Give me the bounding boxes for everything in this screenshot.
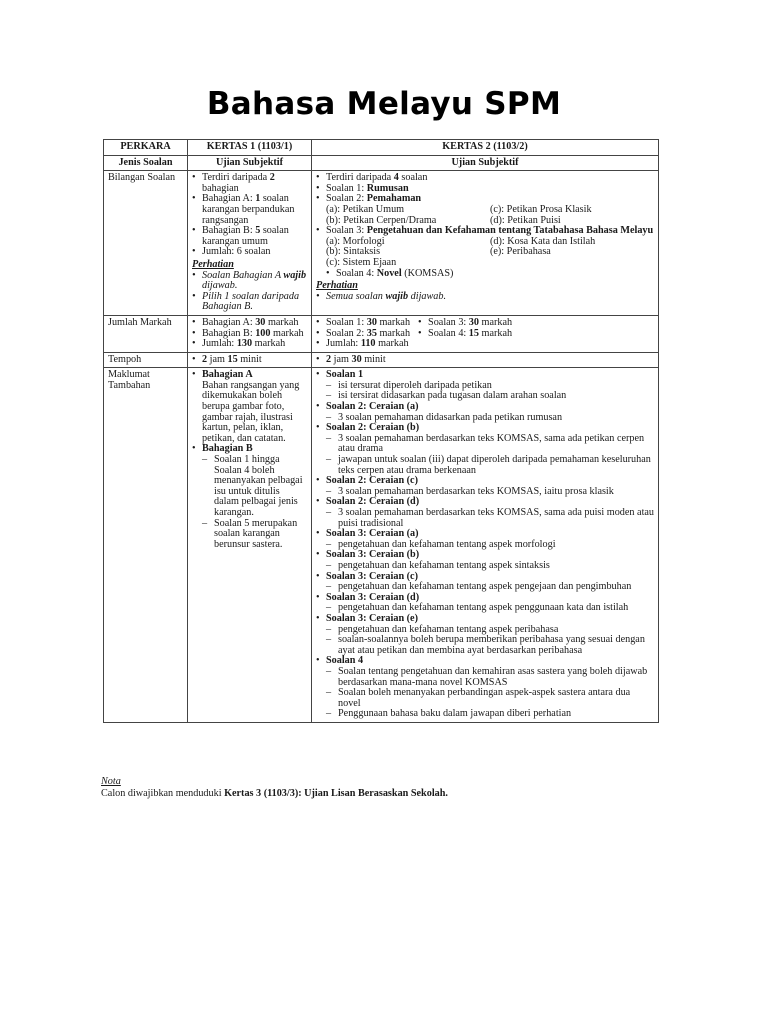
nota-label: Nota	[101, 776, 121, 787]
header-kertas-2: KERTAS 2 (1103/2)	[312, 140, 659, 156]
list-item: • Soalan 3: Pengetahuan dan Kefahaman tentang Tatabahasa Bahasa Melayu	[316, 226, 654, 237]
list-item: • Jumlah: 130 markah	[192, 339, 307, 350]
row-jenis-soalan	[104, 155, 659, 171]
tempoh-k1	[188, 352, 312, 368]
row-maklumat-tambahan	[104, 368, 659, 723]
list-item: • Soalan 2: Ceraian (d) – 3 soalan pemahaman berdasarkan teks KOMSAS, sama ada puisi moden atau puisi tradisional	[316, 497, 654, 529]
nota-section	[101, 776, 661, 799]
jumlah-markah-k2	[312, 315, 659, 352]
row-jumlah-markah	[104, 315, 659, 352]
list-item: • Soalan 2: Pemahaman	[316, 194, 654, 205]
row-bilangan-soalan	[104, 171, 659, 316]
maklumat-tambahan-k2	[312, 368, 659, 723]
jumlah-markah-label: Jumlah Markah	[104, 315, 188, 352]
list-item: • Soalan 2: Ceraian (a) – 3 soalan pemahaman didasarkan pada petikan rumusan	[316, 402, 654, 423]
list-item: • Soalan 4: 15 markah	[418, 329, 512, 340]
list-item: • Soalan 2: 35 markah	[316, 329, 410, 340]
list-item: • Bahagian A Bahan rangsangan yang dikemukakan boleh berupa gambar foto, gambar rajah, ilustrasi kartun, pelan, iklan, petikan, dan catatan.	[192, 370, 307, 444]
tempoh-k2	[312, 352, 659, 368]
page-title: Bahasa Melayu SPM	[206, 86, 562, 122]
list-item: • Jumlah: 110 markah	[316, 339, 410, 350]
list-item: • 2 jam 30 minit	[316, 355, 654, 366]
list-item: • Soalan 4: Novel (KOMSAS)	[326, 269, 654, 280]
bilangan-soalan-label: Bilangan Soalan	[104, 171, 188, 316]
list-item: • Semua soalan wajib dijawab.	[316, 292, 654, 303]
row-tempoh	[104, 352, 659, 368]
jenis-soalan-label: Jenis Soalan	[104, 155, 188, 171]
list-item: • Soalan 3: 30 markah	[418, 318, 512, 329]
list-item: • Soalan 3: Ceraian (a) – pengetahuan dan kefahaman tentang aspek morfologi	[316, 529, 654, 550]
list-item: • Soalan 2: Ceraian (b) – 3 soalan pemahaman berdasarkan teks KOMSAS, sama ada petikan cerpen atau drama – jawapan untuk soalan (iii) dapat diperoleh daripada pemahaman keseluruhan teks cerpen atau drama berkenaan	[316, 423, 654, 476]
list-item: • Soalan 4 – Soalan tentang pengetahuan dan kemahiran asas sastera yang boleh dijawab berdasarkan mana-mana novel KOMSAS – Soalan boleh menanyakan perbandingan aspek-aspek sastera antara dua novel – Penggunaan bahasa baku dalam jawapan diberi perhatian	[316, 656, 654, 720]
syllabus-table	[103, 139, 659, 723]
pemahaman-subitems: (a): Petikan Umum (b): Petikan Cerpen/Drama (c): Petikan Prosa Klasik (d): Petikan Puisi	[326, 203, 592, 226]
list-item: – Soalan 5 merupakan soalan karangan berunsur sastera.	[202, 519, 307, 551]
list-item: • Soalan 1 – isi tersurat diperoleh daripada petikan – isi tersirat didasarkan pada tugasan dalam arahan soalan	[316, 370, 654, 402]
tempoh-label: Tempoh	[104, 352, 188, 368]
bilangan-soalan-k2	[312, 171, 659, 316]
list-item: • Soalan 3: Ceraian (d) – pengetahuan dan kefahaman tentang aspek penggunaan kata dan istilah	[316, 593, 654, 614]
list-item: • Soalan 3: Ceraian (b) – pengetahuan dan kefahaman tentang aspek sintaksis	[316, 550, 654, 571]
list-item: – Soalan 1 hingga Soalan 4 boleh menanyakan pelbagai isu untuk ditulis dalam pelbagai jenis karangan.	[202, 455, 307, 519]
tatabahasa-subitems: (a): Morfologi (b): Sintaksis (c): Sistem Ejaan (d): Kosa Kata dan Istilah (e): Peribahasa	[326, 235, 596, 268]
list-item: • Bahagian B: 100 markah	[192, 329, 307, 340]
perhatian-heading: Perhatian	[192, 258, 234, 270]
list-item: • Soalan 3: Ceraian (e) – pengetahuan dan kefahaman tentang aspek peribahasa – soalan-soalannya boleh berupa memberikan peribahasa yang sesuai dengan ayat atau petikan dan membina ayat berdasarkan peribahasa	[316, 614, 654, 656]
list-item: • Soalan 1: Rumusan	[316, 184, 654, 195]
list-item: • Soalan Bahagian A wajib dijawab.	[192, 271, 307, 292]
bilangan-soalan-k1	[188, 171, 312, 316]
header-row	[104, 140, 659, 156]
list-item: • Soalan 1: 30 markah	[316, 318, 410, 329]
list-item: • Bahagian B – Soalan 1 hingga Soalan 4 boleh menanyakan pelbagai isu untuk ditulis dalam pelbagai jenis karangan. – Soalan 5 merupakan soalan karangan berunsur sastera.	[192, 444, 307, 550]
list-item: • Soalan 3: Ceraian (c) – pengetahuan dan kefahaman tentang aspek pengejaan dan pengimbuhan	[316, 572, 654, 593]
list-item: • 2 jam 15 minit	[192, 355, 307, 366]
list-item: • Jumlah: 6 soalan	[192, 247, 307, 258]
nota-text: Calon diwajibkan menduduki Kertas 3 (1103/3): Ujian Lisan Berasaskan Sekolah.	[101, 787, 448, 799]
header-perkara: PERKARA	[104, 140, 188, 156]
maklumat-tambahan-label: Maklumat Tambahan	[104, 368, 188, 723]
list-item: • Pilih 1 soalan daripada Bahagian B.	[192, 292, 307, 313]
jumlah-markah-k1	[188, 315, 312, 352]
header-kertas-1: KERTAS 1 (1103/1)	[188, 140, 312, 156]
list-item: • Soalan 2: Ceraian (c) – 3 soalan pemahaman berdasarkan teks KOMSAS, iaitu prosa klasik	[316, 476, 654, 497]
list-item: • Terdiri daripada 2 bahagian	[192, 173, 307, 194]
perhatian-heading: Perhatian	[316, 280, 358, 292]
list-item: • Bahagian B: 5 soalan karangan umum	[192, 226, 307, 247]
list-item: • Terdiri daripada 4 soalan	[316, 173, 654, 184]
jenis-soalan-k1: Ujian Subjektif	[188, 155, 312, 171]
jenis-soalan-k2: Ujian Subjektif	[312, 155, 659, 171]
list-item: • Bahagian A: 1 soalan karangan berpandukan rangsangan	[192, 194, 307, 226]
list-item: • Bahagian A: 30 markah	[192, 318, 307, 329]
maklumat-tambahan-k1	[188, 368, 312, 723]
